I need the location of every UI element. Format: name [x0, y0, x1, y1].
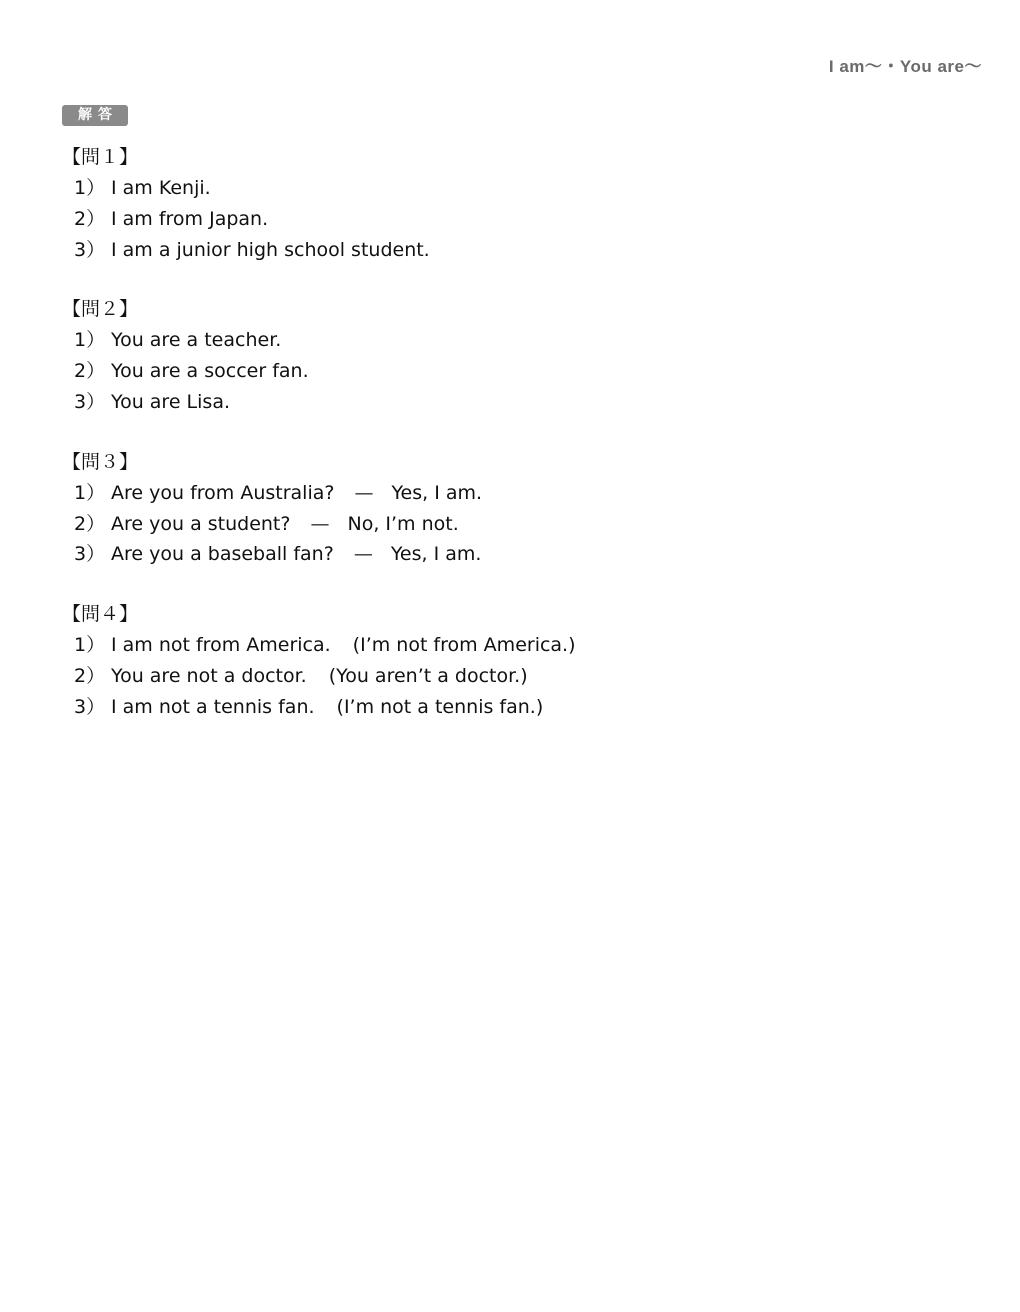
answer-text: Yes, I am.: [390, 543, 482, 566]
answer-item: [64, 478, 964, 509]
answer-item: [64, 204, 964, 235]
item-number: 2）: [74, 512, 106, 535]
item-number: 3）: [74, 695, 106, 718]
item-number: 2）: [74, 664, 106, 687]
answer-text: You are a teacher.: [111, 329, 282, 352]
question-section-1: [64, 141, 964, 265]
item-number: 3）: [74, 390, 106, 413]
question-section-3: [64, 446, 964, 570]
question-text: Are you from Australia?: [111, 481, 335, 504]
answer-content: [64, 141, 964, 751]
answer-text: I am not a tennis fan.: [111, 695, 315, 718]
answer-item: [64, 630, 964, 661]
dash-separator: —: [310, 512, 330, 535]
answer-list: [64, 325, 964, 417]
answer-text: I am from Japan.: [111, 207, 269, 230]
question-section-4: [64, 598, 964, 722]
answer-text: You are a soccer fan.: [111, 360, 309, 383]
answer-item: [64, 661, 964, 692]
answer-item: [64, 235, 964, 266]
answer-text: I am not from America.: [111, 634, 331, 657]
answer-text: Yes, I am.: [391, 481, 483, 504]
item-number: 1）: [74, 634, 106, 657]
item-number: 2）: [74, 360, 106, 383]
item-number: 1）: [74, 329, 106, 352]
item-number: 1）: [74, 481, 106, 504]
answer-text: I am a junior high school student.: [111, 238, 430, 261]
answer-text: You are Lisa.: [111, 390, 231, 413]
item-number: 3）: [74, 238, 106, 261]
contracted-form: (I’m not a tennis fan.): [336, 695, 544, 718]
answer-list: [64, 630, 964, 722]
answer-item: [64, 692, 964, 723]
question-text: Are you a baseball fan?: [111, 543, 334, 566]
item-number: 2）: [74, 207, 106, 230]
answer-item: [64, 509, 964, 540]
answer-list: [64, 173, 964, 265]
answer-badge: 解答: [62, 105, 128, 126]
item-number: 1）: [74, 177, 106, 199]
answer-list: [64, 478, 964, 570]
question-text: Are you a student?: [111, 512, 291, 535]
question-section-2: [64, 293, 964, 417]
answer-item: [64, 387, 964, 418]
answer-item: [64, 356, 964, 387]
section-heading: 【問１】: [62, 146, 139, 168]
running-header: I am〜・You are〜: [828, 57, 982, 76]
item-number: 3）: [74, 543, 106, 566]
answer-text: No, I’m not.: [347, 512, 459, 535]
section-heading: 【問３】: [62, 450, 139, 473]
contracted-form: (I’m not from America.): [352, 634, 576, 657]
dash-separator: —: [354, 481, 374, 504]
section-heading: 【問２】: [62, 298, 139, 321]
answer-item: [64, 173, 964, 204]
answer-text: You are not a doctor.: [111, 664, 307, 687]
dash-separator: —: [353, 543, 373, 566]
section-heading: 【問４】: [62, 603, 139, 626]
contracted-form: (You aren’t a doctor.): [328, 664, 528, 687]
answer-text: I am Kenji.: [111, 177, 211, 199]
answer-item: [64, 539, 964, 570]
answer-item: [64, 325, 964, 356]
